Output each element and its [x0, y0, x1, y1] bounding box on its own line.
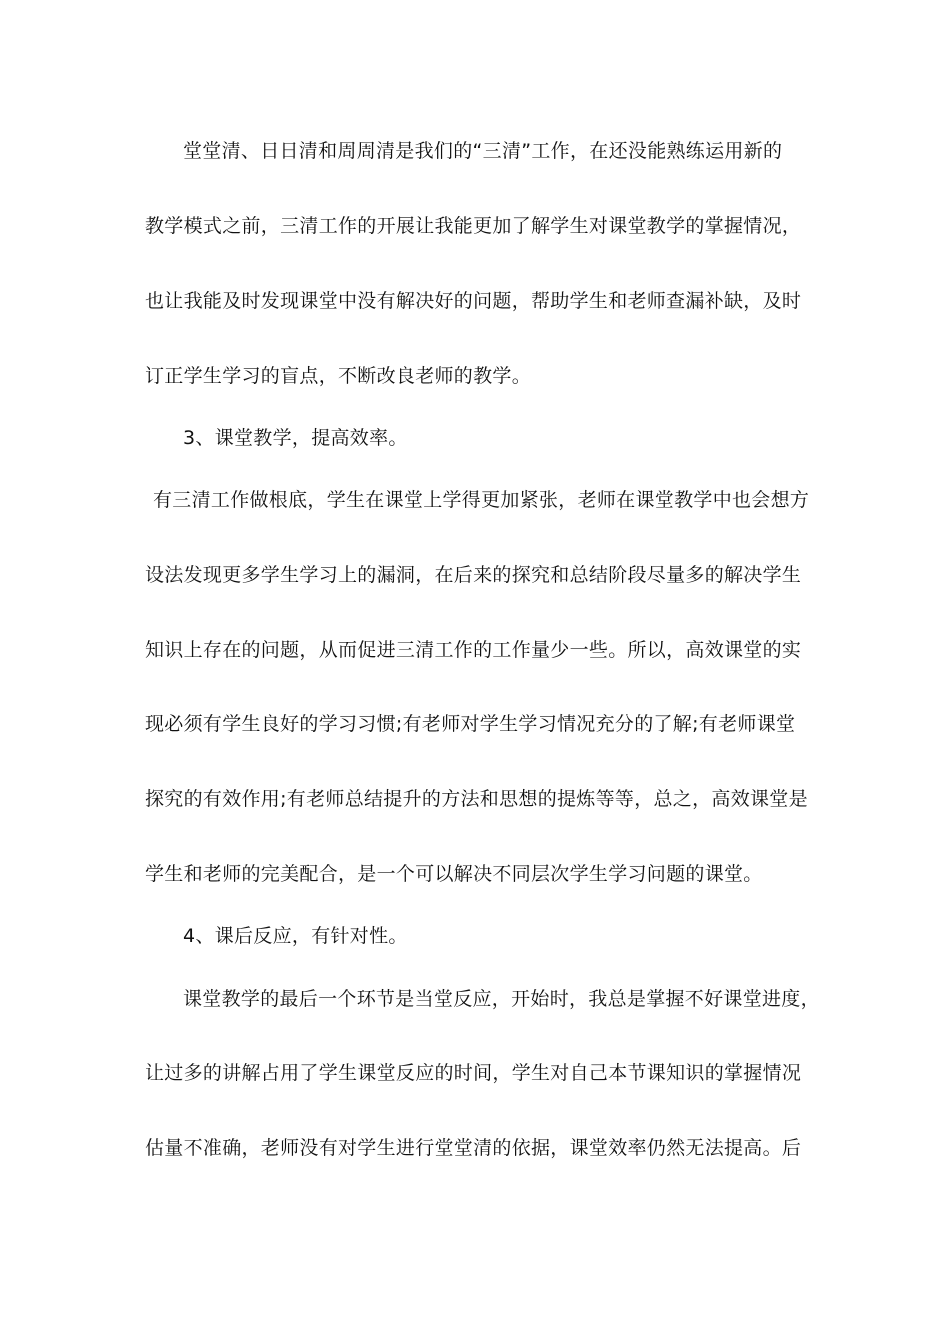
text-line: 订正学生学习的盲点，不断改良老师的教学。: [145, 365, 532, 387]
section-heading: 4、课后反应，有针对性。: [183, 925, 408, 947]
text-line: 课堂教学的最后一个环节是当堂反应，开始时，我总是掌握不好课堂进度，: [183, 988, 820, 1010]
text-line: 知识上存在的问题，从而促进三清工作的工作量少一些。所以，高效课堂的实: [145, 639, 802, 661]
text-line: 设法发现更多学生学习上的漏洞，在后来的探究和总结阶段尽量多的解决学生: [145, 564, 802, 586]
text-line: 让过多的讲解占用了学生课堂反应的时间，学生对自己本节课知识的掌握情况: [145, 1062, 802, 1084]
text-line: 探究的有效作用;有老师总结提升的方法和思想的提炼等等，总之，高效课堂是: [145, 788, 808, 810]
text-line: 教学模式之前，三清工作的开展让我能更加了解学生对课堂教学的掌握情况，: [145, 215, 802, 237]
text-line: 学生和老师的完美配合，是一个可以解决不同层次学生学习问题的课堂。: [145, 863, 763, 885]
text-line: 有三清工作做根底，学生在课堂上学得更加紧张，老师在课堂教学中也会想方: [153, 489, 810, 511]
text-line: 堂堂清、日日清和周周清是我们的“三清”工作，在还没能熟练运用新的: [183, 140, 783, 162]
text-line: 现必须有学生良好的学习习惯;有老师对学生学习情况充分的了解;有老师课堂: [145, 713, 796, 735]
section-heading: 3、课堂教学，提高效率。: [183, 427, 408, 449]
text-line: 也让我能及时发现课堂中没有解决好的问题，帮助学生和老师查漏补缺，及时: [145, 290, 802, 312]
text-line: 估量不准确，老师没有对学生进行堂堂清的依据，课堂效率仍然无法提高。后: [145, 1137, 802, 1159]
